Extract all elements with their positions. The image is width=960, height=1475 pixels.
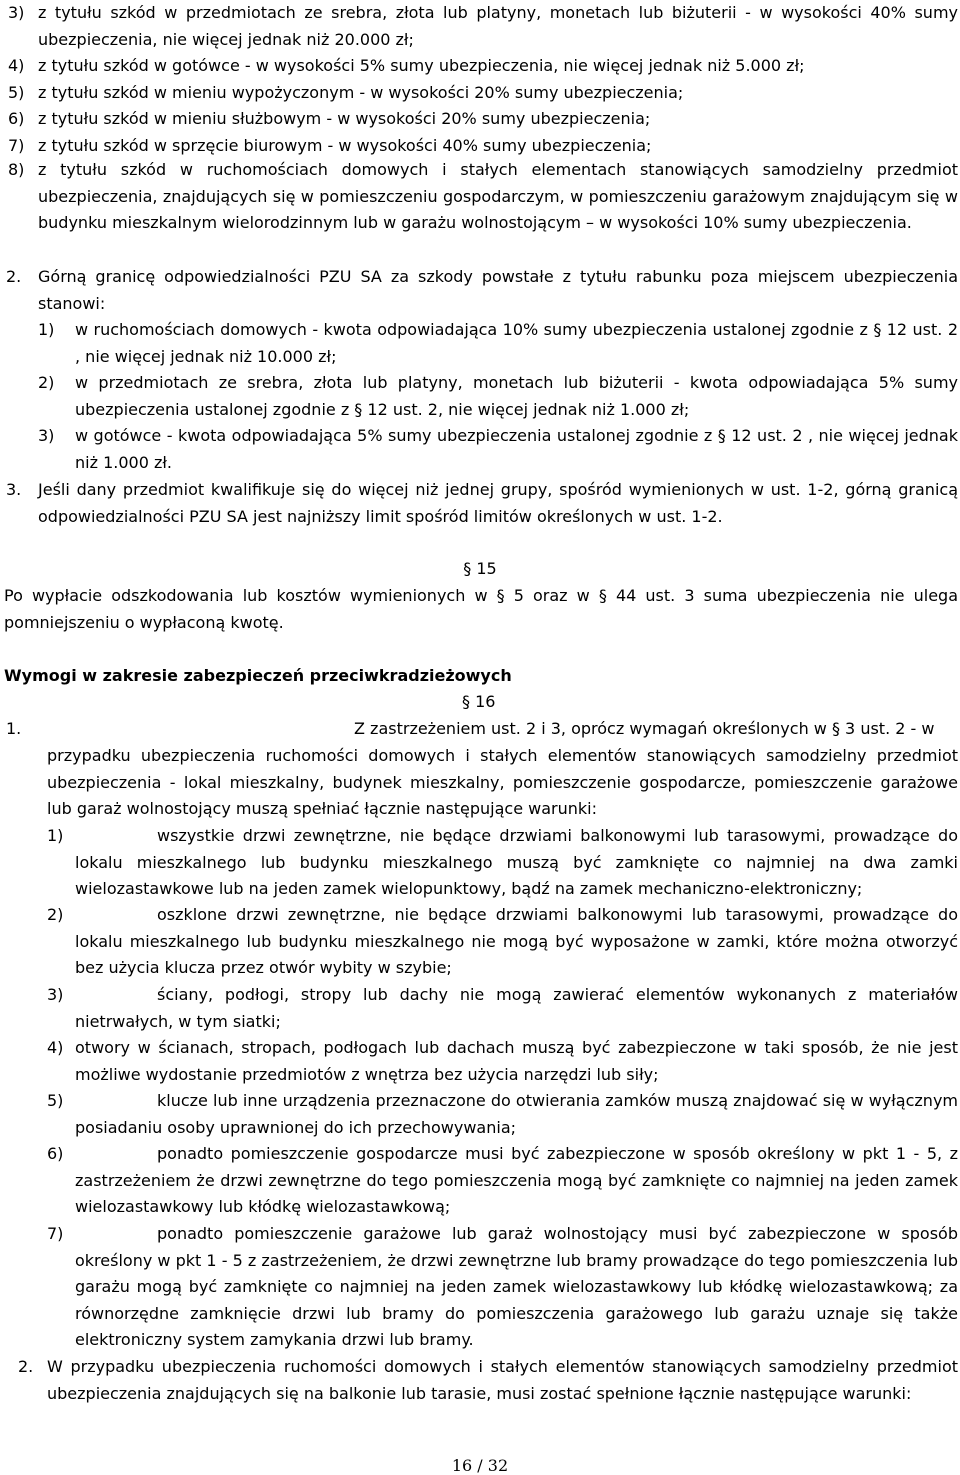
paragraph-number: 2. <box>6 267 22 286</box>
page-number: 16 / 32 <box>451 1456 509 1475</box>
list-item-number: 1) <box>47 826 64 845</box>
list-item-text: ściany, podłogi, stropy lub dachy nie mogą zawierać elementów wykonanych z materiałów nietrwałych, w tym siatki; <box>75 985 958 1031</box>
list-item <box>8 157 958 237</box>
list-item <box>47 1035 958 1088</box>
list-item-text: ponadto pomieszczenie garażowe lub garaż wolnostojący musi być zabezpieczone w sposób określony w pkt 1 - 5 z zastrzeżeniem, że drzwi zewnętrzne lub bramy prowadzące do tego pomieszczenia lub garażu mogą być zamknięte co najmniej na jeden zamek wielozastawkowy lub kłódkę wielozastawkową; za równorzędne zamknięcie drzwi lub bramy do pomieszczenia garażowego lub garażu uznaje się także elektroniczny system zamykania drzwi lub bramy. <box>75 1224 958 1350</box>
list-item <box>8 0 958 53</box>
list-item-number: 7) <box>47 1224 64 1243</box>
list-item <box>8 106 958 133</box>
list-item-number: 4) <box>8 56 25 75</box>
list-item-number: 2) <box>47 905 64 924</box>
paragraph-first-line: Z zastrzeżeniem ust. 2 i 3, oprócz wymagań określonych w § 3 ust. 2 - w <box>354 719 935 738</box>
list-item-text: ponadto pomieszczenie gospodarcze musi być zabezpieczone w sposób określony w pkt 1 - 5, z zastrzeżeniem że drzwi zewnętrzne do tego pomieszczenia mogą być zamknięte co najmniej na jeden zamek wielozastawkowy lub kłódkę wielozastawkową; <box>75 1144 958 1217</box>
paragraph-number: 2. <box>18 1357 34 1376</box>
list-item-text: z tytułu szkód w gotówce - w wysokości 5% sumy ubezpieczenia, nie więcej jednak niż 5.000 zł; <box>38 56 805 75</box>
list-item-number: 3) <box>47 985 64 1004</box>
paragraph-text: Jeśli dany przedmiot kwalifikuje się do więcej niż jednej grupy, spośród wymienionych w ust. 1-2, górną granicą odpowiedzialności PZU SA jest najniższy limit spośród limitów określonych w ust. 1-2. <box>38 480 958 526</box>
list-item-text: z tytułu szkód w przedmiotach ze srebra, złota lub platyny, monetach lub biżuterii - w wysokości 40% sumy ubezpieczenia, nie więcej jednak niż 20.000 zł; <box>38 3 958 49</box>
list-item-number: 1) <box>38 320 55 339</box>
list-item <box>47 1088 958 1141</box>
section-mark-16: § 16 <box>462 692 496 711</box>
paragraph-2-s16 <box>18 1354 958 1407</box>
paragraph-text: W przypadku ubezpieczenia ruchomości domowych i stałych elementów stanowiących samodzielny przedmiot ubezpieczenia znajdujących się na balkonie lub tarasie, musi zostać spełnione łącznie następujące warunki: <box>47 1357 958 1403</box>
list-item <box>38 317 958 370</box>
paragraph-number: 3. <box>6 480 22 499</box>
list-item-text: w gotówce - kwota odpowiadająca 5% sumy ubezpieczenia ustalonej zgodnie z § 12 ust. 2 , nie więcej jednak niż 1.000 zł. <box>75 426 958 472</box>
list-item-number: 8) <box>8 160 25 179</box>
list-item-number: 5) <box>8 83 25 102</box>
list-item <box>8 133 958 160</box>
paragraph-number: 1. <box>6 719 22 738</box>
list-item <box>8 53 958 80</box>
list-item <box>8 80 958 107</box>
list-item-number: 6) <box>8 109 25 128</box>
section-heading: Wymogi w zakresie zabezpieczeń przeciwkradzieżowych <box>4 666 512 685</box>
list-item-number: 2) <box>38 373 55 392</box>
list-item <box>47 1141 958 1221</box>
list-item-number: 6) <box>47 1144 64 1163</box>
list-item-number: 3) <box>38 426 55 445</box>
list-item-text: w ruchomościach domowych - kwota odpowiadająca 10% sumy ubezpieczenia ustalonej zgodnie z § 12 ust. 2 , nie więcej jednak niż 10.000 zł; <box>75 320 958 366</box>
list-item <box>38 423 958 476</box>
list-item-number: 3) <box>8 3 25 22</box>
list-item-text: klucze lub inne urządzenia przeznaczone do otwierania zamków muszą znajdować się w wyłącznym posiadaniu osoby uprawnionej do ich przechowywania; <box>75 1091 958 1137</box>
list-item-number: 7) <box>8 136 25 155</box>
list-item-text: z tytułu szkód w mieniu wypożyczonym - w wysokości 20% sumy ubezpieczenia; <box>38 83 684 102</box>
list-item-text: z tytułu szkód w sprzęcie biurowym - w wysokości 40% sumy ubezpieczenia; <box>38 136 652 155</box>
list-item-text: otwory w ścianach, stropach, podłogach lub dachach muszą być zabezpieczone w taki sposób, że nie jest możliwe wydostanie przedmiotów z wnętrza bez użycia narzędzi lub siły; <box>75 1038 958 1084</box>
paragraph-3 <box>6 477 958 530</box>
section-15-text: Po wypłacie odszkodowania lub kosztów wymienionych w § 5 oraz w § 44 ust. 3 suma ubezpieczenia nie ulega pomniejszeniu o wypłaconą kwotę. <box>4 586 958 632</box>
paragraph-text: przypadku ubezpieczenia ruchomości domowych i stałych elementów stanowiących samodzielny przedmiot ubezpieczenia - lokal mieszkalny, budynek mieszkalny, pomieszczenie gospodarcze, pomieszczenie garażowe lub garaż wolnostojący muszą spełniać łącznie następujące warunki: <box>47 746 958 819</box>
paragraph-2 <box>6 264 958 317</box>
list-item-text: wszystkie drzwi zewnętrzne, nie będące drzwiami balkonowymi lub tarasowymi, prowadzące do lokalu mieszkalnego lub budynku mieszkalnego muszą być zamknięte co najmniej na dwa zamki wielozastawkowe lub na jeden zamek wielopunktowy, bądź na zamek mechaniczno-elektroniczny; <box>75 826 958 899</box>
list-item-text: z tytułu szkód w mieniu służbowym - w wysokości 20% sumy ubezpieczenia; <box>38 109 651 128</box>
list-item <box>47 902 958 982</box>
paragraph-text: Górną granicę odpowiedzialności PZU SA za szkody powstałe z tytułu rabunku poza miejscem ubezpieczenia stanowi: <box>38 267 958 313</box>
list-item <box>47 982 958 1035</box>
section-mark-15: § 15 <box>463 559 497 578</box>
list-item <box>47 1221 958 1354</box>
list-item-text: w przedmiotach ze srebra, złota lub platyny, monetach lub biżuterii - kwota odpowiadająca 5% sumy ubezpieczenia ustalonej zgodnie z § 12 ust. 2, nie więcej jednak niż 1.000 zł; <box>75 373 958 419</box>
list-item <box>38 370 958 423</box>
list-item <box>47 823 958 903</box>
list-item-text: oszklone drzwi zewnętrzne, nie będące drzwiami balkonowymi lub tarasowymi, prowadzące do lokalu mieszkalnego lub budynku mieszkalnego nie mogą być wyposażone w zamki, które można otworzyć bez użycia klucza przez otwór wybity w szybie; <box>75 905 958 978</box>
list-item-number: 4) <box>47 1038 64 1057</box>
list-item-text: z tytułu szkód w ruchomościach domowych i stałych elementach stanowiących samodzielny przedmiot ubezpieczenia, znajdujących się w pomieszczeniu gospodarczym, w pomieszczeniu garażowym znajdującym się w budynku mieszkalnym wielorodzinnym lub w garażu wolnostojącym – w wysokości 10% sumy ubezpieczenia. <box>38 160 958 233</box>
list-item-number: 5) <box>47 1091 64 1110</box>
